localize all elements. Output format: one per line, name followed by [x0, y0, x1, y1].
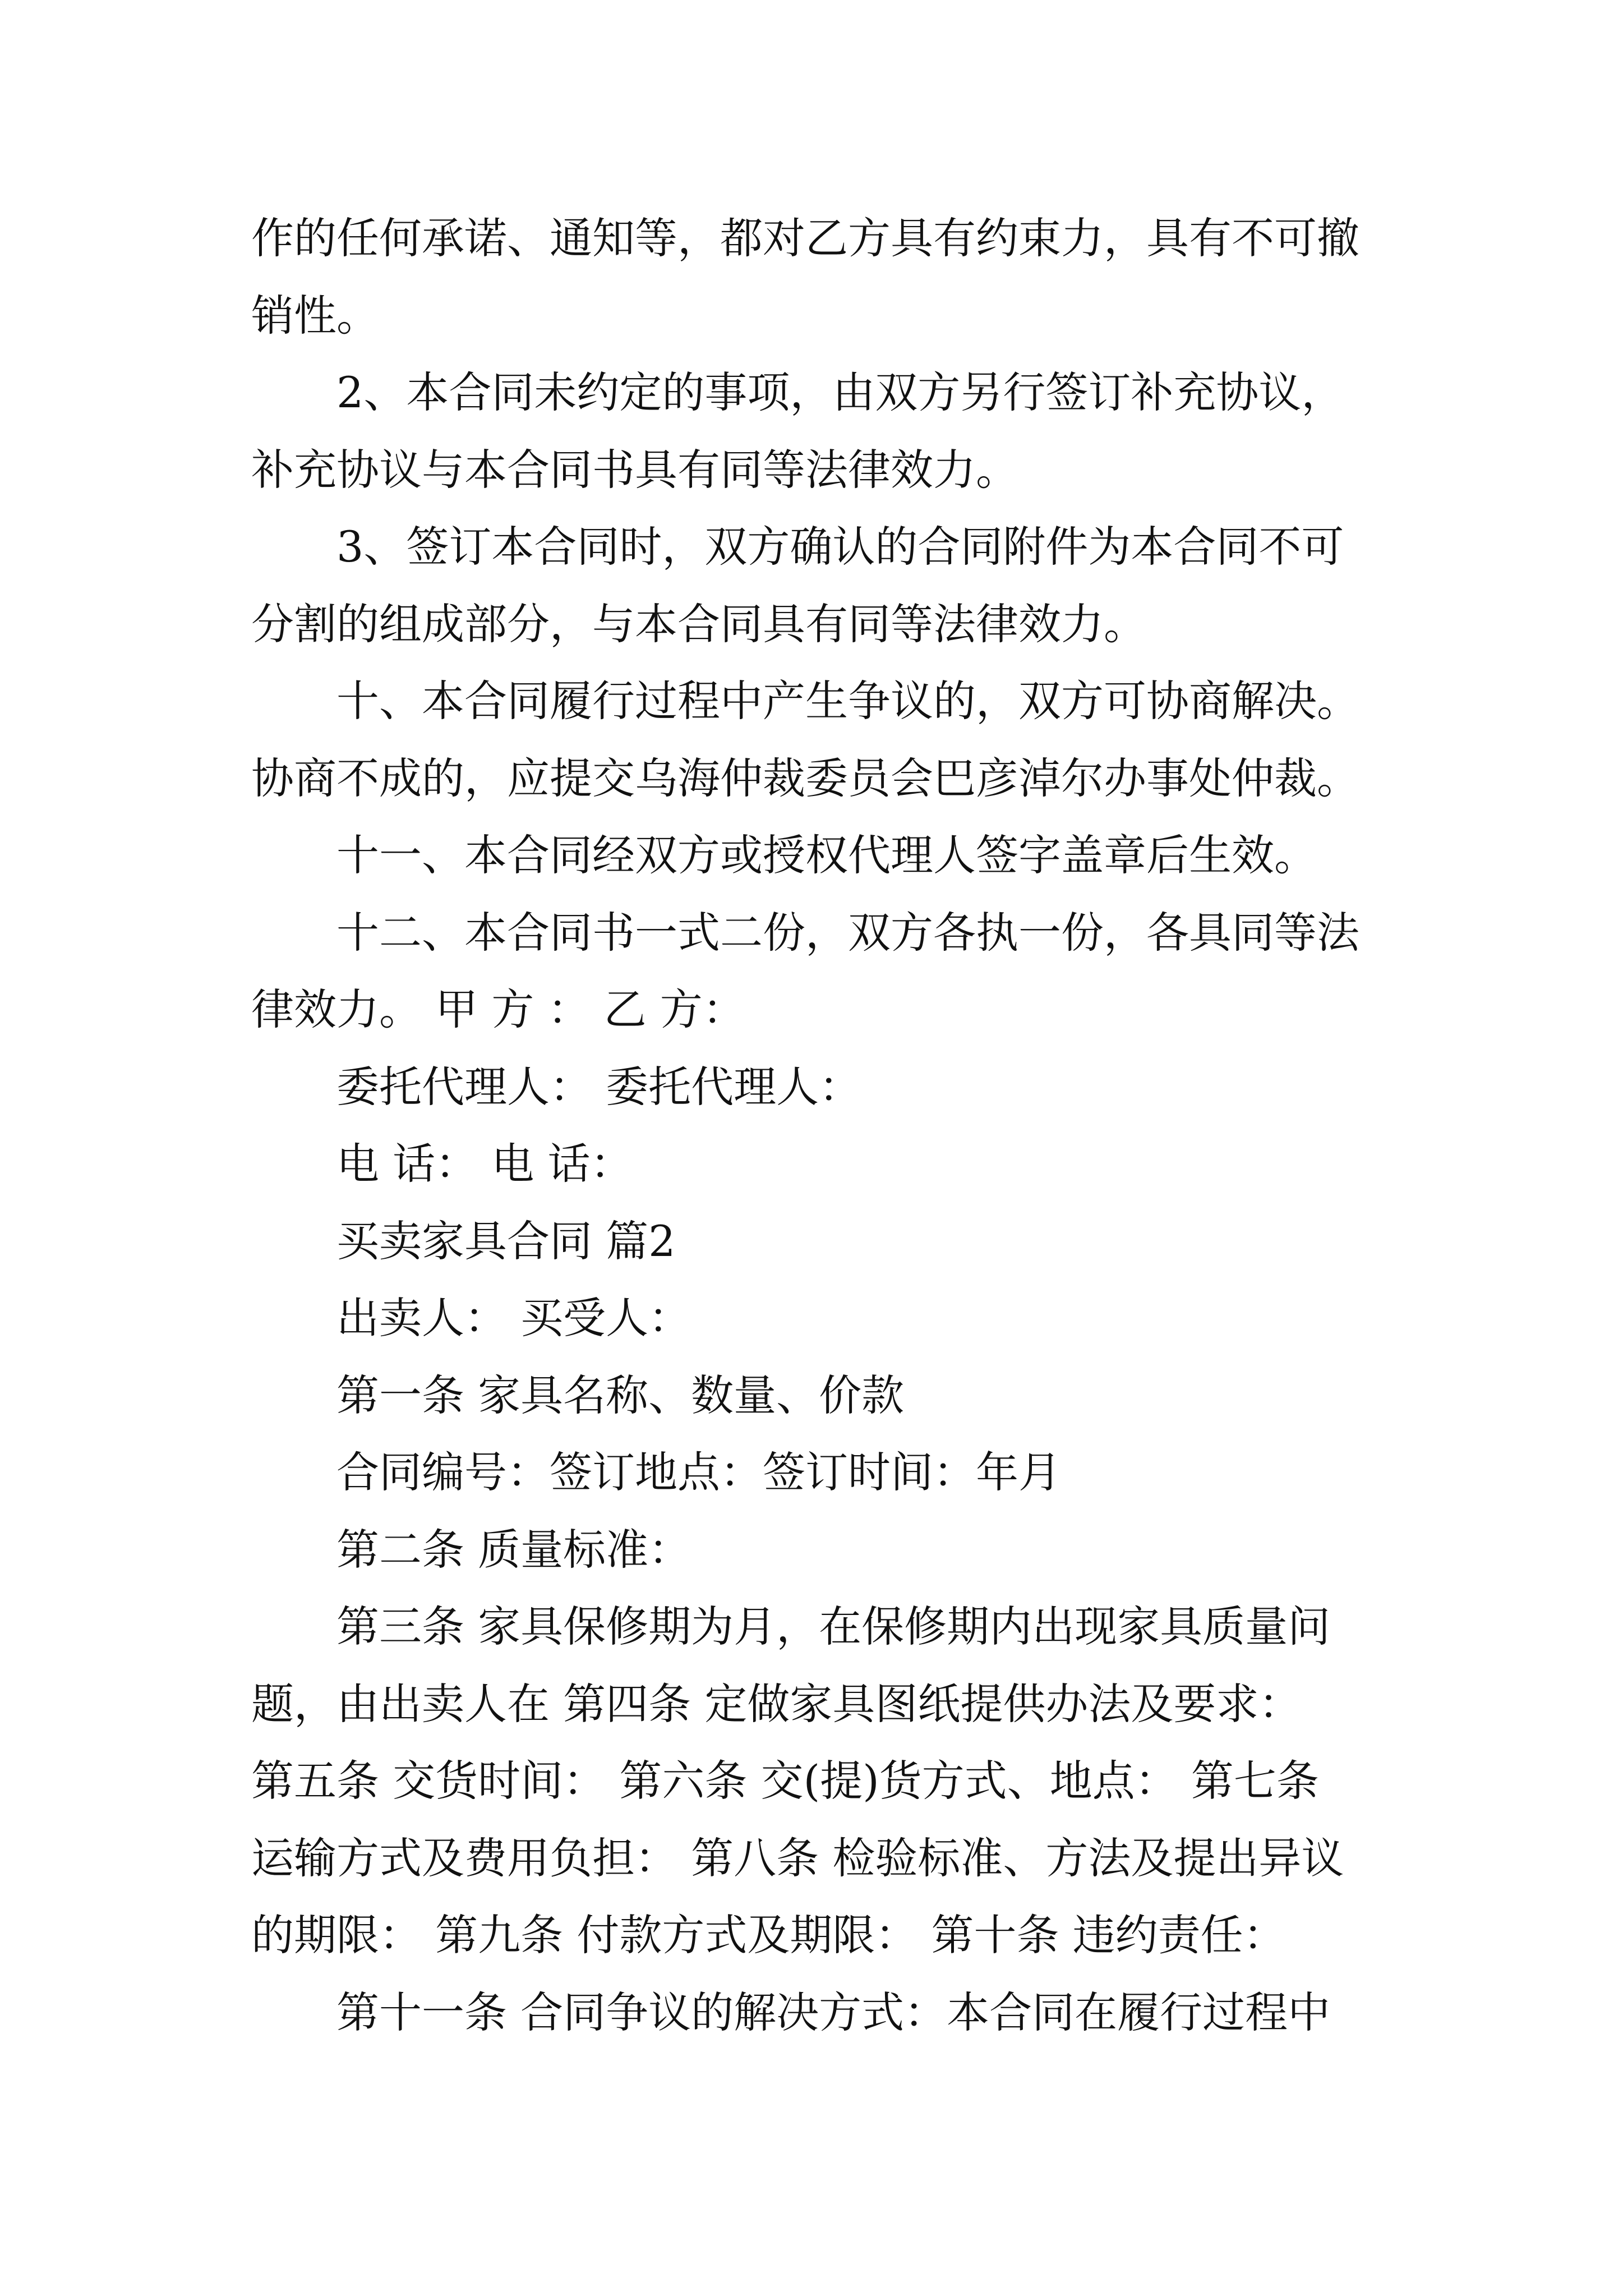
- text-line: 第二条 质量标准：: [336, 1524, 691, 1575]
- text-line: 第三条 家具保修期为月，在保修期内出现家具质量问: [336, 1602, 1331, 1651]
- text-line: 协商不成的，应提交乌海仲裁委员会巴彦淖尔办事处仲裁。: [251, 753, 1359, 803]
- text-line: 分割的组成部分，与本合同具有同等法律效力。: [251, 599, 1146, 649]
- text-line: 3、签订本合同时，双方确认的合同附件为本合同不可: [336, 522, 1344, 572]
- text-line: 第一条 家具名称、数量、价款: [336, 1370, 905, 1420]
- text-line: 十、本合同履行过程中产生争议的，双方可协商解决。: [336, 676, 1359, 726]
- text-line: 第十一条 合同争议的解决方式：本合同在履行过程中: [336, 1987, 1331, 2037]
- text-line: 买卖家具合同 篇2: [336, 1216, 676, 1266]
- text-line: 十一、本合同经双方或授权代理人签字盖章后生效。: [336, 830, 1317, 880]
- text-line: 委托代理人： 委托代理人：: [336, 1061, 862, 1112]
- text-line: 合同编号：签订地点：签订时间：年月: [336, 1447, 1061, 1497]
- text-line: 题，由出卖人在 第四条 定做家具图纸提供办法及要求：: [251, 1678, 1302, 1729]
- text-line: 的期限： 第九条 付款方式及期限： 第十条 违约责任：: [251, 1910, 1286, 1960]
- document-body: [251, 200, 1418, 2051]
- text-line: 作的任何承诺、通知等，都对乙方具有约束力，具有不可撤: [251, 213, 1359, 263]
- text-line: 电 话： 电 话：: [336, 1139, 633, 1189]
- text-line: 十二、本合同书一式二份，双方各执一份，各具同等法: [336, 907, 1359, 958]
- text-line: 补充协议与本合同书具有同等法律效力。: [251, 444, 1018, 495]
- text-line: 律效力。 甲 方 ： 乙 方：: [251, 984, 745, 1034]
- text-line: 销性。: [251, 290, 379, 341]
- text-line: 运输方式及费用负担： 第八条 检验标准、方法及提出异议: [251, 1833, 1344, 1883]
- text-line: 2、本合同未约定的事项，由双方另行签订补充协议，: [336, 367, 1344, 417]
- text-line: 出卖人： 买受人：: [336, 1293, 691, 1343]
- text-line: 第五条 交货时间： 第六条 交(提)货方式、地点： 第七条: [251, 1756, 1319, 1806]
